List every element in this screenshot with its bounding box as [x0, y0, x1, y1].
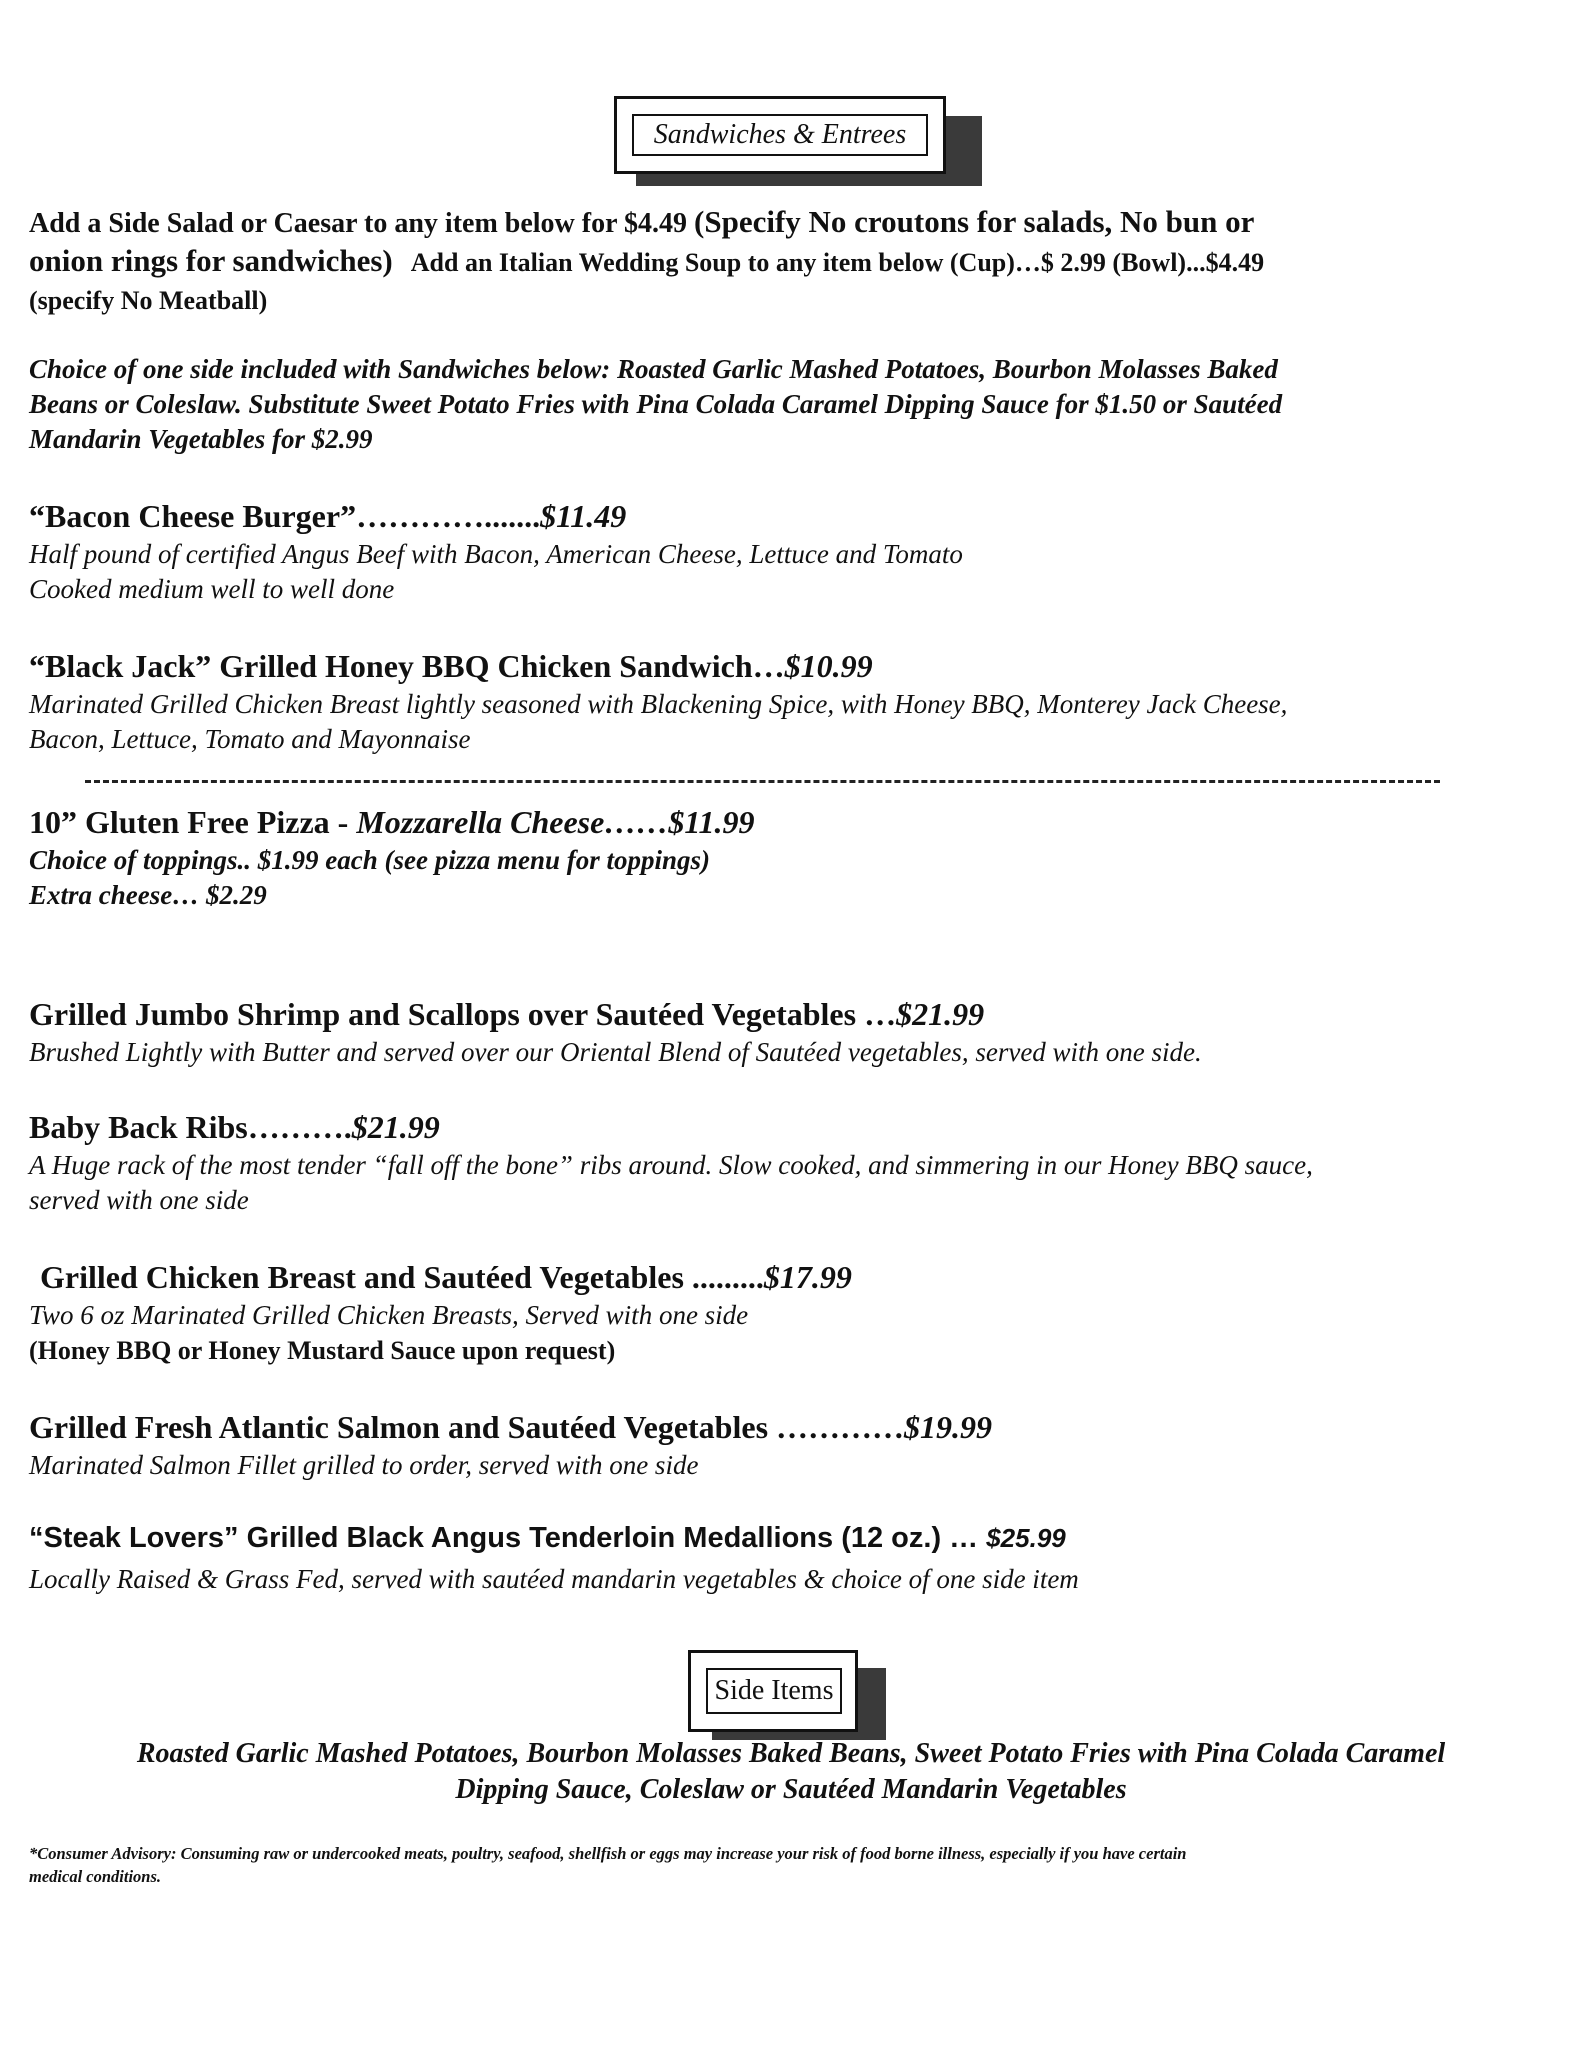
menu-item-desc: Choice of toppings.. $1.99 each (see pizza menu for toppings)	[29, 845, 711, 875]
section-title: Side Items	[714, 1675, 834, 1706]
sides-intro-line-1: Choice of one side included with Sandwiches below: Roasted Garlic Mashed Potatoes, Bourbon Molasses Baked	[29, 354, 1278, 384]
menu-item-title: “Bacon Cheese Burger”………….......$11.49	[29, 498, 627, 534]
item-price: $21.99	[896, 996, 985, 1032]
addon-line-3: (specify No Meatball)	[29, 286, 268, 315]
section-header-sandwiches	[614, 96, 984, 188]
menu-item-desc: Extra cheese… $2.29	[29, 880, 267, 910]
menu-item-desc: served with one side	[29, 1185, 249, 1215]
sides-intro-line-3: Mandarin Vegetables for $2.99	[29, 424, 373, 454]
menu-item-title: “Steak Lovers” Grilled Black Angus Tenderloin Medallions (12 oz.) … $25.99	[29, 1522, 1066, 1554]
menu-item-desc: Bacon, Lettuce, Tomato and Mayonnaise	[29, 724, 471, 754]
menu-item-title: Grilled Fresh Atlantic Salmon and Sautéed Vegetables …………$19.99	[29, 1409, 993, 1445]
menu-item-title: Baby Back Ribs……….$21.99	[29, 1109, 440, 1145]
item-price: $25.99	[986, 1523, 1066, 1553]
side-items-line-2: Dipping Sauce, Coleslaw or Sautéed Mandarin Vegetables	[455, 1774, 1127, 1805]
menu-item-title: Grilled Jumbo Shrimp and Scallops over Sautéed Vegetables …$21.99	[29, 996, 985, 1032]
addon-line-2: onion rings for sandwiches) Add an Italian Wedding Soup to any item below (Cup)…$ 2.99 (Bowl)...$4.49	[29, 243, 1265, 278]
sides-intro-line-2: Beans or Coleslaw. Substitute Sweet Potato Fries with Pina Colada Caramel Dipping Sauce for $1.50 or Sautéed	[29, 389, 1283, 419]
item-price: $11.49	[540, 498, 627, 534]
menu-item-desc: A Huge rack of the most tender “fall off the bone” ribs around. Slow cooked, and simmering in our Honey BBQ sauce,	[29, 1150, 1313, 1180]
consumer-advisory-line-2: medical conditions.	[29, 1867, 161, 1886]
addon-line-1: Add a Side Salad or Caesar to any item below for $4.49 (Specify No croutons for salads, No bun or	[29, 204, 1255, 239]
item-price: $19.99	[904, 1409, 993, 1445]
section-header-sides	[688, 1650, 888, 1742]
menu-item-desc: Two 6 oz Marinated Grilled Chicken Breasts, Served with one side	[29, 1300, 749, 1330]
dashed-divider	[85, 780, 1440, 783]
menu-item-desc: Marinated Salmon Fillet grilled to order, served with one side	[29, 1450, 699, 1480]
menu-item-desc: Cooked medium well to well done	[29, 574, 395, 604]
menu-item-desc: Locally Raised & Grass Fed, served with sautéed mandarin vegetables & choice of one side item	[29, 1564, 1079, 1594]
item-price: $21.99	[351, 1109, 440, 1145]
item-price: $17.99	[763, 1259, 852, 1295]
menu-item-title: 10” Gluten Free Pizza - Mozzarella Cheese……$11.99	[29, 804, 755, 840]
menu-item-title: “Black Jack” Grilled Honey BBQ Chicken Sandwich…$10.99	[29, 648, 873, 684]
menu-item-desc: Half pound of certified Angus Beef with Bacon, American Cheese, Lettuce and Tomato	[29, 539, 963, 569]
menu-item-title: Grilled Chicken Breast and Sautéed Vegetables .........$17.99	[40, 1259, 852, 1295]
menu-item-desc: (Honey BBQ or Honey Mustard Sauce upon request)	[29, 1336, 616, 1365]
header-inner-frame	[632, 114, 928, 156]
item-price: $10.99	[784, 648, 873, 684]
section-title: Sandwiches & Entrees	[653, 119, 907, 150]
side-items-line-1: Roasted Garlic Mashed Potatoes, Bourbon Molasses Baked Beans, Sweet Potato Fries with Pina Colada Caramel	[136, 1738, 1446, 1769]
consumer-advisory-line-1: *Consumer Advisory: Consuming raw or undercooked meats, poultry, seafood, shellfish or eggs may increase your risk of food borne illness, especially if you have certain	[29, 1844, 1187, 1863]
menu-item-desc: Brushed Lightly with Butter and served over our Oriental Blend of Sautéed vegetables, served with one side.	[29, 1037, 1202, 1067]
header-inner-frame	[706, 1668, 842, 1714]
menu-item-desc: Marinated Grilled Chicken Breast lightly seasoned with Blackening Spice, with Honey BBQ, Monterey Jack Cheese,	[29, 689, 1288, 719]
